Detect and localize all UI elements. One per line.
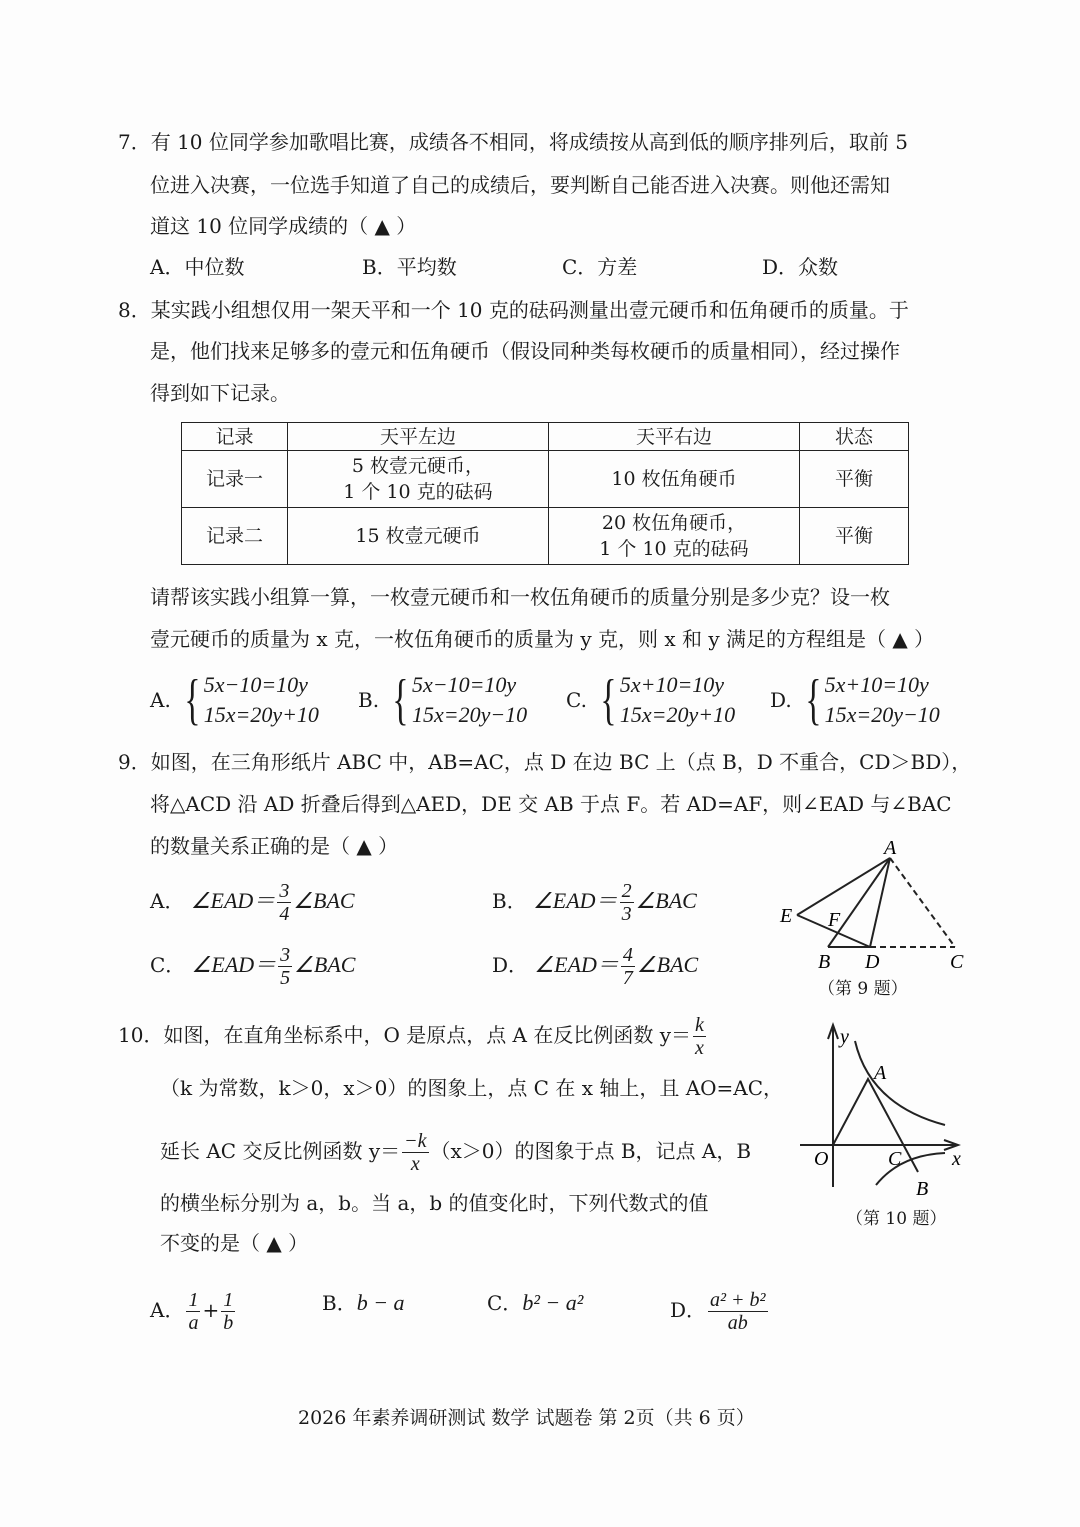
q8-line: 8．某实践小组想仅用一架天平和一个 10 克的砝码测量出壹元硬币和伍角硬币的质量。于	[118, 298, 909, 322]
q7-line: 7．有 10 位同学参加歌唱比赛，成绩各不相同，将成绩按从高到低的顺序排列后，取前 5	[118, 130, 908, 154]
num: 3	[279, 880, 290, 902]
label-o: O	[814, 1148, 829, 1170]
q10-line	[118, 1014, 708, 1059]
label-f: F	[828, 909, 841, 931]
fraction	[277, 880, 291, 925]
q9-line: 的数量关系正确的是（ ▲ ）	[150, 834, 399, 858]
equation-system	[179, 670, 319, 730]
record-table	[181, 422, 909, 565]
q8-line: 壹元硬币的质量为 x 克，一枚伍角硬币的质量为 y 克，则 x 和 y 满足的方程组是（ ▲ ）	[150, 627, 935, 651]
num: 1	[188, 1289, 199, 1311]
q10-text: 10．如图，在直角坐标系中，O 是原点，点 A 在反比例函数 y＝	[118, 1023, 692, 1047]
fraction	[693, 1014, 706, 1059]
label-d: D	[865, 951, 880, 973]
den: 4	[279, 903, 290, 925]
eq: 15x=20y−10	[824, 702, 940, 727]
label: B．	[322, 1291, 357, 1315]
eq: 5x+10=10y	[824, 672, 929, 697]
fraction	[402, 1130, 428, 1175]
q8-option-b	[358, 670, 527, 730]
num: 2	[621, 880, 632, 902]
label-x: x	[952, 1148, 961, 1170]
num: 1	[223, 1289, 234, 1311]
fraction	[621, 944, 635, 989]
cell-line: 1 个 10 克的砝码	[599, 538, 749, 560]
q10-option-d	[670, 1289, 770, 1334]
equation-system	[387, 670, 527, 730]
q10-line: 不变的是（ ▲ ）	[160, 1231, 309, 1255]
brace-icon: {	[600, 669, 617, 731]
label: D．	[670, 1298, 707, 1322]
q10-line: 的横坐标分别为 a，b。当 a，b 的值变化时，下列代数式的值	[160, 1191, 709, 1215]
equation-system	[595, 670, 735, 730]
eq: 15x=20y+10	[203, 702, 319, 727]
q10-caption: （第 10 题）	[846, 1209, 947, 1229]
label: B．	[492, 889, 527, 913]
num: 3	[280, 944, 291, 966]
q8-option-c	[566, 670, 735, 730]
eq: 5x+10=10y	[619, 672, 725, 697]
fraction	[708, 1289, 768, 1334]
label: D．	[492, 953, 529, 977]
page-footer: 2026 年素养调研测试 数学 试题卷 第 2页（共 6 页）	[298, 1407, 755, 1429]
rhs: ∠BAC	[293, 888, 355, 913]
q7-option-d: D．众数	[762, 255, 839, 279]
label: A.	[150, 688, 171, 712]
td: 记录二	[182, 508, 288, 565]
eq: 15x=20y+10	[619, 702, 736, 727]
rhs: ∠BAC	[635, 888, 697, 913]
th: 状态	[800, 423, 909, 451]
th: 天平左边	[288, 423, 549, 451]
cell-line: 1 个 10 克的砝码	[343, 481, 493, 503]
den: b	[223, 1312, 234, 1334]
den: x	[695, 1037, 704, 1059]
q8-option-d	[770, 670, 940, 730]
q10-figure	[790, 1015, 980, 1195]
td: 平衡	[800, 451, 909, 508]
label: B.	[358, 688, 380, 712]
q10-line	[160, 1130, 751, 1175]
label: C.	[566, 688, 587, 712]
den: a	[188, 1312, 199, 1334]
label-b: B	[916, 1178, 929, 1195]
q10-text: 延长 AC 交反比例函数 y＝	[160, 1139, 401, 1163]
brace-icon: {	[392, 669, 409, 731]
rhs: ∠BAC	[636, 952, 699, 977]
lhs: ∠EAD＝	[190, 888, 276, 913]
q10-option-a	[150, 1289, 237, 1334]
label-a: A	[874, 1062, 887, 1084]
label-c: C	[888, 1148, 902, 1170]
th: 记录	[182, 423, 288, 451]
q9-caption: （第 9 题）	[818, 979, 908, 999]
fraction	[278, 944, 292, 989]
td	[549, 508, 800, 565]
label-a: A	[884, 837, 897, 859]
q10-option-c	[487, 1289, 583, 1317]
label-y: y	[840, 1026, 849, 1048]
fraction	[221, 1289, 235, 1334]
fraction	[620, 880, 634, 925]
q8-line: 请帮该实践小组算一算，一枚壹元硬币和一枚伍角硬币的质量分别是多少克？设一枚	[150, 585, 890, 609]
td: 15 枚壹元硬币	[288, 508, 549, 565]
td	[288, 451, 549, 508]
label: D.	[770, 688, 792, 712]
q9-figure	[770, 830, 980, 980]
q8-option-a	[150, 670, 319, 730]
lhs: ∠EAD＝	[533, 888, 618, 913]
label-e: E	[780, 905, 793, 927]
label: C．	[487, 1291, 523, 1315]
label: C．	[150, 953, 186, 977]
equation-system	[800, 670, 940, 730]
label: A．	[150, 1298, 185, 1322]
label-c: C	[950, 951, 964, 973]
rhs: ∠BAC	[294, 952, 356, 977]
q7-option-c: C．方差	[562, 255, 638, 279]
q7-option-b: B．平均数	[362, 255, 457, 279]
expr: b² − a²	[522, 1290, 584, 1315]
td: 10 枚伍角硬币	[549, 451, 800, 508]
eq: 15x=20y−10	[411, 702, 528, 727]
num: −k	[404, 1130, 427, 1152]
den: 3	[621, 903, 632, 925]
eq: 5x−10=10y	[411, 672, 517, 697]
q10-text: （x＞0）的图象于点 B，记点 A，B	[430, 1139, 752, 1163]
q7-line: 道这 10 位同学成绩的（ ▲ ）	[150, 214, 417, 238]
th: 天平右边	[549, 423, 800, 451]
lhs: ∠EAD＝	[191, 952, 277, 977]
plus: +	[202, 1298, 220, 1322]
den: x	[410, 1153, 420, 1175]
q8-line: 得到如下记录。	[150, 381, 290, 405]
td: 平衡	[800, 508, 909, 565]
num: k	[695, 1014, 704, 1036]
td: 记录一	[182, 451, 288, 508]
q8-line: 是，他们找来足够多的壹元和伍角硬币（假设同种类每枚硬币的质量相同），经过操作	[150, 339, 900, 363]
q7-option-a: A．中位数	[150, 255, 245, 279]
brace-icon: {	[805, 669, 822, 731]
q9-option-d	[492, 944, 698, 989]
num: 4	[622, 944, 633, 966]
eq: 5x−10=10y	[203, 672, 308, 697]
brace-icon: {	[184, 669, 201, 731]
q9-option-c	[150, 944, 355, 989]
q10-option-b	[322, 1289, 405, 1317]
q9-option-b	[492, 880, 697, 925]
q9-line: 将△ACD 沿 AD 折叠后得到△AED，DE 交 AB 于点 F。若 AD=AF，则∠EAD 与∠BAC	[150, 792, 952, 816]
cell-line: 20 枚伍角硬币，	[601, 512, 747, 534]
den: 5	[280, 967, 291, 989]
expr: b − a	[356, 1290, 405, 1315]
fraction	[186, 1289, 200, 1334]
q7-line: 位进入决赛，一位选手知道了自己的成绩后，要判断自己能否进入决赛。则他还需知	[150, 173, 890, 197]
lhs: ∠EAD＝	[534, 952, 619, 977]
q10-line: （k 为常数，k＞0，x＞0）的图象上，点 C 在 x 轴上，且 AO=AC，	[160, 1076, 784, 1100]
den: ab	[727, 1312, 748, 1334]
num: a² + b²	[710, 1289, 766, 1311]
q9-option-a	[150, 880, 355, 925]
q9-line: 9．如图，在三角形纸片 ABC 中，AB=AC，点 D 在边 BC 上（点 B，D 不重合，CD＞BD），	[118, 750, 972, 774]
den: 7	[622, 967, 633, 989]
cell-line: 5 枚壹元硬币，	[351, 455, 485, 477]
label-b: B	[818, 951, 831, 973]
label: A．	[150, 889, 185, 913]
